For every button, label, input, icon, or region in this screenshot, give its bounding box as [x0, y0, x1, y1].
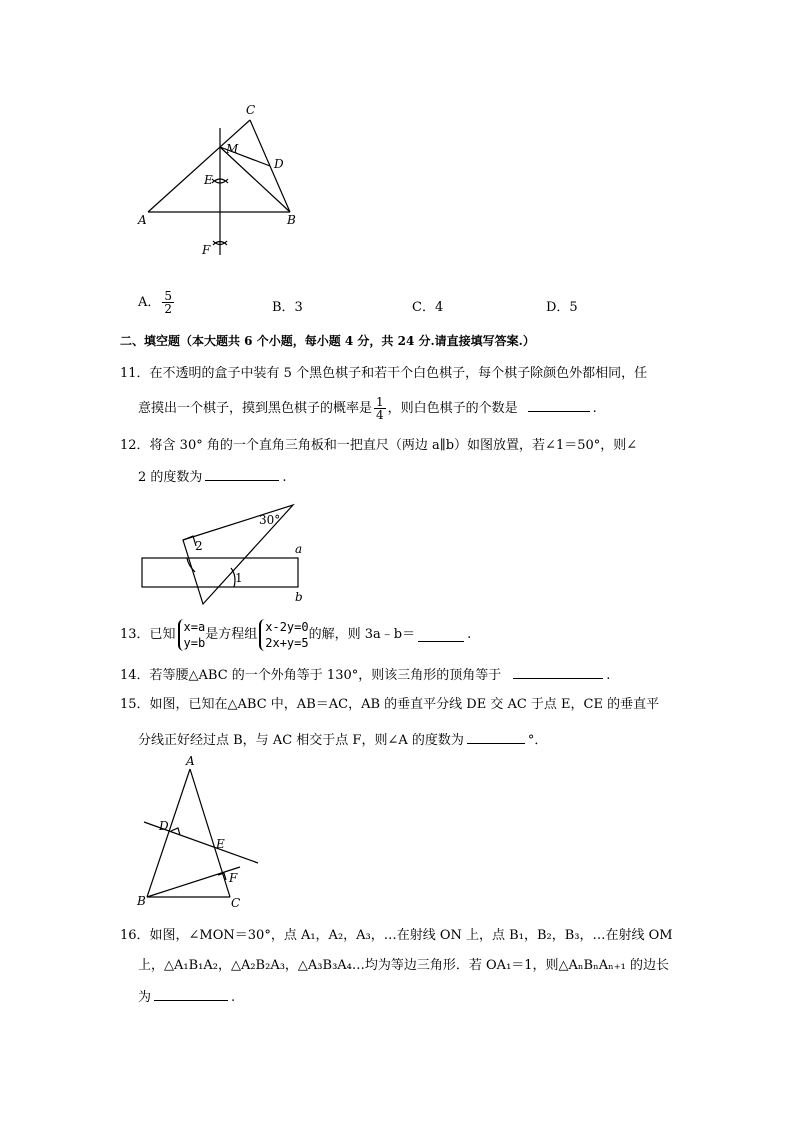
q15-line2: [138, 731, 547, 749]
fig1-label-A: A: [138, 213, 147, 227]
system1-line2: y=b: [183, 636, 206, 650]
fig2-label-30: 30°: [259, 513, 281, 527]
q11-end: .: [592, 401, 597, 416]
q12-answer-blank[interactable]: [205, 468, 279, 481]
q12-end: .: [282, 470, 287, 485]
fig3-label-D: D: [159, 819, 169, 833]
fig3-label-F: F: [229, 871, 238, 885]
system1-line1: x=a: [183, 620, 206, 634]
fig2-label-2: 2: [195, 539, 203, 553]
fraction-numerator: 5: [164, 289, 173, 303]
system2-line1: x-2y=0: [265, 620, 309, 634]
q11-answer-blank[interactable]: [528, 399, 590, 412]
q16-line3: [138, 988, 235, 1006]
fig1-label-C: C: [246, 103, 256, 117]
q12-text: 2 的度数为: [138, 470, 203, 485]
q13-middle: 是方程组: [205, 627, 258, 642]
figure-triangle-perpendicular-bisector: [130, 95, 310, 265]
fig3-label-A: A: [186, 755, 195, 768]
fraction-denominator: 2: [164, 302, 173, 316]
choice-b[interactable]: B．3: [272, 300, 303, 315]
q13-system1: [178, 619, 206, 651]
q12-line2: [138, 468, 287, 486]
choice-c[interactable]: C．4: [412, 300, 444, 315]
q13-line: [120, 619, 471, 651]
q14-line: [120, 666, 610, 684]
fraction-numerator: 1: [376, 395, 384, 409]
fraction-denominator: 4: [376, 408, 384, 422]
fig1-label-M: M: [226, 142, 239, 156]
q13-suffix: 的解，则 3a﹣b＝: [308, 627, 416, 642]
fig2-label-a: a: [295, 542, 303, 556]
fig3-label-C: C: [231, 896, 241, 910]
section-heading: 二、填空题（本大题共 6 个小题，每小题 4 分，共 24 分.请直接填写答案.）: [120, 334, 535, 348]
q11-text-b: ，则白色棋子的个数是: [387, 401, 518, 416]
figure-set-square-ruler: [135, 498, 315, 606]
system2-line2: 2x+y=5: [265, 636, 309, 650]
fig2-label-1: 1: [235, 571, 243, 585]
q14-answer-blank[interactable]: [513, 666, 603, 679]
q11-fraction: [374, 396, 386, 421]
choice-a[interactable]: [138, 290, 176, 315]
q11-line1: 11．在不透明的盒子中装有 5 个黑色棋子和若干个白色棋子，每个棋子除颜色外都相同，任: [120, 366, 648, 381]
fig3-label-B: B: [137, 894, 146, 908]
q15-answer-blank[interactable]: [467, 731, 525, 744]
q15-text: 分线正好经过点 B，与 AC 相交于点 F，则∠A 的度数为: [138, 733, 464, 748]
q14-text: 14．若等腰△ABC 的一个外角等于 130°，则该三角形的顶角等于: [120, 668, 502, 683]
fig3-label-E: E: [216, 837, 225, 851]
q11-line2: [138, 396, 597, 421]
q13-end: .: [467, 627, 472, 642]
q16-line2: 上，△A₁B₁A₂，△A₂B₂A₃，△A₃B₃A₄…均为等边三角形．若 OA₁＝1，则△AₙBₙAₙ₊₁ 的边长: [138, 958, 669, 973]
q12-line1: 12．将含 30° 角的一个直角三角板和一把直尺（两边 a∥b）如图放置，若∠1＝50°，则∠: [120, 438, 638, 453]
fig2-label-b: b: [295, 590, 303, 604]
q11-text-a: 意摸出一个棋子，摸到黑色棋子的概率是: [138, 401, 373, 416]
choice-a-prefix: A．: [138, 295, 161, 310]
q13-system2: [259, 619, 308, 651]
q14-end: .: [606, 668, 611, 683]
fig1-label-B: B: [287, 213, 296, 227]
choice-a-fraction: [162, 290, 174, 315]
fig1-label-D: D: [274, 157, 284, 171]
choice-d[interactable]: D．5: [546, 300, 578, 315]
q15-end: °．: [527, 733, 548, 748]
fig1-label-E: E: [204, 173, 213, 187]
q16-end: .: [231, 990, 236, 1005]
q15-line1: 15．如图，已知在△ABC 中，AB＝AC，AB 的垂直平分线 DE 交 AC 于点 E，CE 的垂直平: [120, 697, 660, 712]
q16-answer-blank[interactable]: [154, 988, 228, 1001]
fig1-label-F: F: [202, 243, 211, 257]
figure-isosceles-triangle: [130, 755, 265, 910]
q13-answer-blank[interactable]: [418, 629, 464, 642]
q16-line1: 16．如图，∠MON＝30°，点 A₁，A₂，A₃，…在射线 ON 上，点 B₁，B₂，B₃，…在射线 OM: [120, 928, 673, 943]
q13-prefix: 13．已知: [120, 627, 176, 642]
q16-text: 为: [138, 990, 152, 1005]
